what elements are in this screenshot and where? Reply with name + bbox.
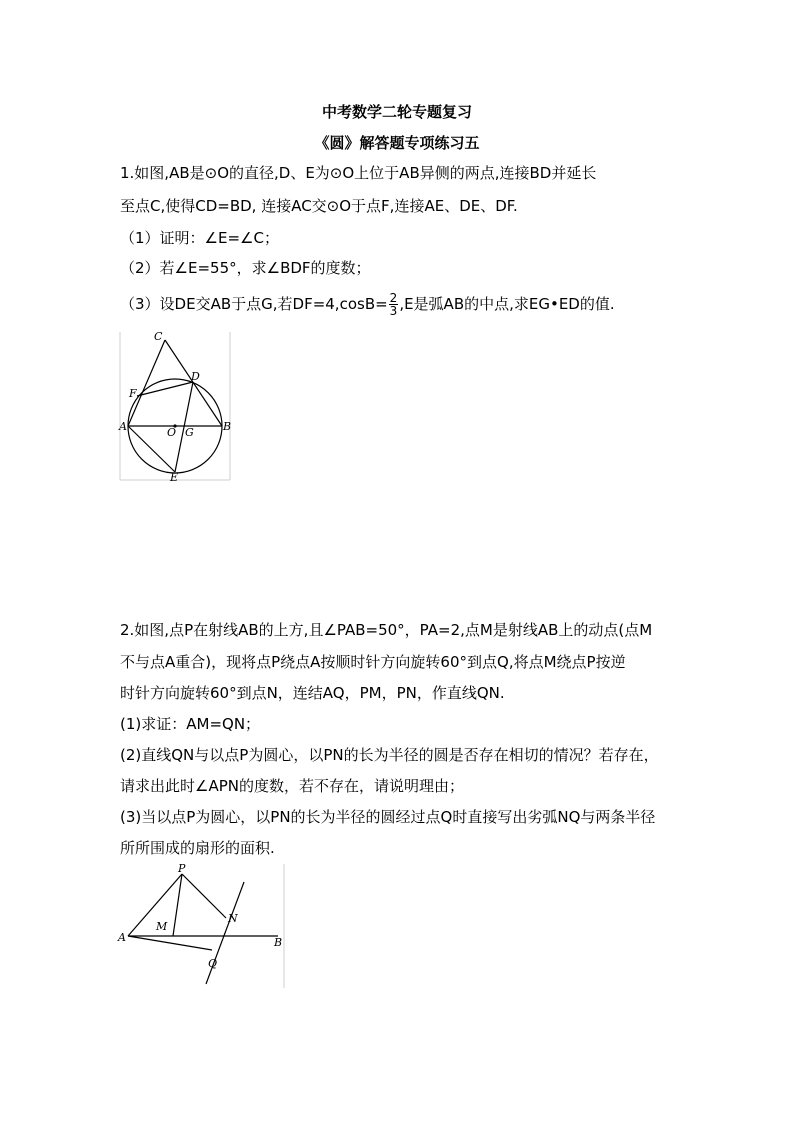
label-e: E bbox=[170, 471, 179, 482]
q1-line-1: 1.如图,AB是⊙O的直径,D、E为⊙O上位于AB异侧的两点,连接BD并延长 bbox=[120, 164, 597, 182]
label-a: A bbox=[118, 931, 126, 944]
fraction-denominator: 3 bbox=[389, 304, 398, 318]
segment-cb bbox=[165, 340, 222, 426]
q2-line-2: 不与点A重合)，现将点P绕点A按顺时针方向旋转60°到点Q,将点M绕点P按逆 bbox=[120, 653, 626, 671]
q1-part-3 bbox=[120, 292, 710, 317]
label-b: B bbox=[223, 420, 232, 433]
q2-part-3-b: 所所围成的扇形的面积. bbox=[120, 839, 275, 857]
document-title: 中考数学二轮专题复习 bbox=[321, 103, 472, 121]
q2-part-1: (1)求证：AM=QN； bbox=[120, 715, 261, 733]
label-a: A bbox=[119, 420, 127, 433]
label-m: M bbox=[156, 920, 168, 933]
fraction-numerator: 2 bbox=[389, 291, 398, 305]
q2-figure bbox=[116, 860, 288, 990]
q1-figure bbox=[118, 330, 234, 482]
q2-part-2-b: 请求出此时∠APN的度数，若不存在，请说明理由； bbox=[120, 777, 464, 795]
segment-pn bbox=[182, 874, 226, 918]
document-subtitle: 《圆》解答题专项练习五 bbox=[314, 134, 480, 152]
label-n: N bbox=[228, 912, 238, 925]
q2-line-3: 时针方向旋转60°到点N，连结AQ，PM，PN，作直线QN. bbox=[120, 684, 505, 702]
q1-line-2: 至点C,使得CD=BD, 连接AC交⊙O于点F,连接AE、DE、DF. bbox=[120, 197, 518, 215]
q2-line-1: 2.如图,点P在射线AB的上方,且∠PAB=50°，PA=2,点M是射线AB上的动点(点M bbox=[120, 621, 653, 639]
q1-part-3-text-a: （3）设DE交AB于点G,若DF=4,cosB= bbox=[120, 295, 388, 313]
label-o: O bbox=[167, 426, 177, 439]
segment-aq bbox=[128, 936, 212, 950]
q2-part-3-a: (3)当以点P为圆心，以PN的长为半径的圆经过点Q时直接写出劣弧NQ与两条半径 bbox=[120, 808, 656, 826]
label-q: Q bbox=[208, 957, 218, 970]
label-c: C bbox=[154, 330, 163, 343]
q1-part-3-text-b: ,E是弧AB的中点,求EG•ED的值. bbox=[399, 295, 615, 313]
q1-part-2: （2）若∠E=55°，求∠BDF的度数； bbox=[120, 259, 371, 277]
label-b: B bbox=[274, 936, 283, 949]
label-g: G bbox=[185, 426, 194, 439]
q1-part-1: （1）证明：∠E=∠C； bbox=[120, 229, 279, 247]
q2-part-2-a: (2)直线QN与以点P为圆心，以PN的长为半径的圆是否存在相切的情况？若存在， bbox=[120, 746, 659, 764]
segment-ca bbox=[128, 340, 165, 426]
label-d: D bbox=[191, 370, 200, 383]
cosine-fraction bbox=[389, 292, 399, 317]
label-p: P bbox=[178, 862, 186, 875]
label-f: F bbox=[129, 387, 137, 400]
